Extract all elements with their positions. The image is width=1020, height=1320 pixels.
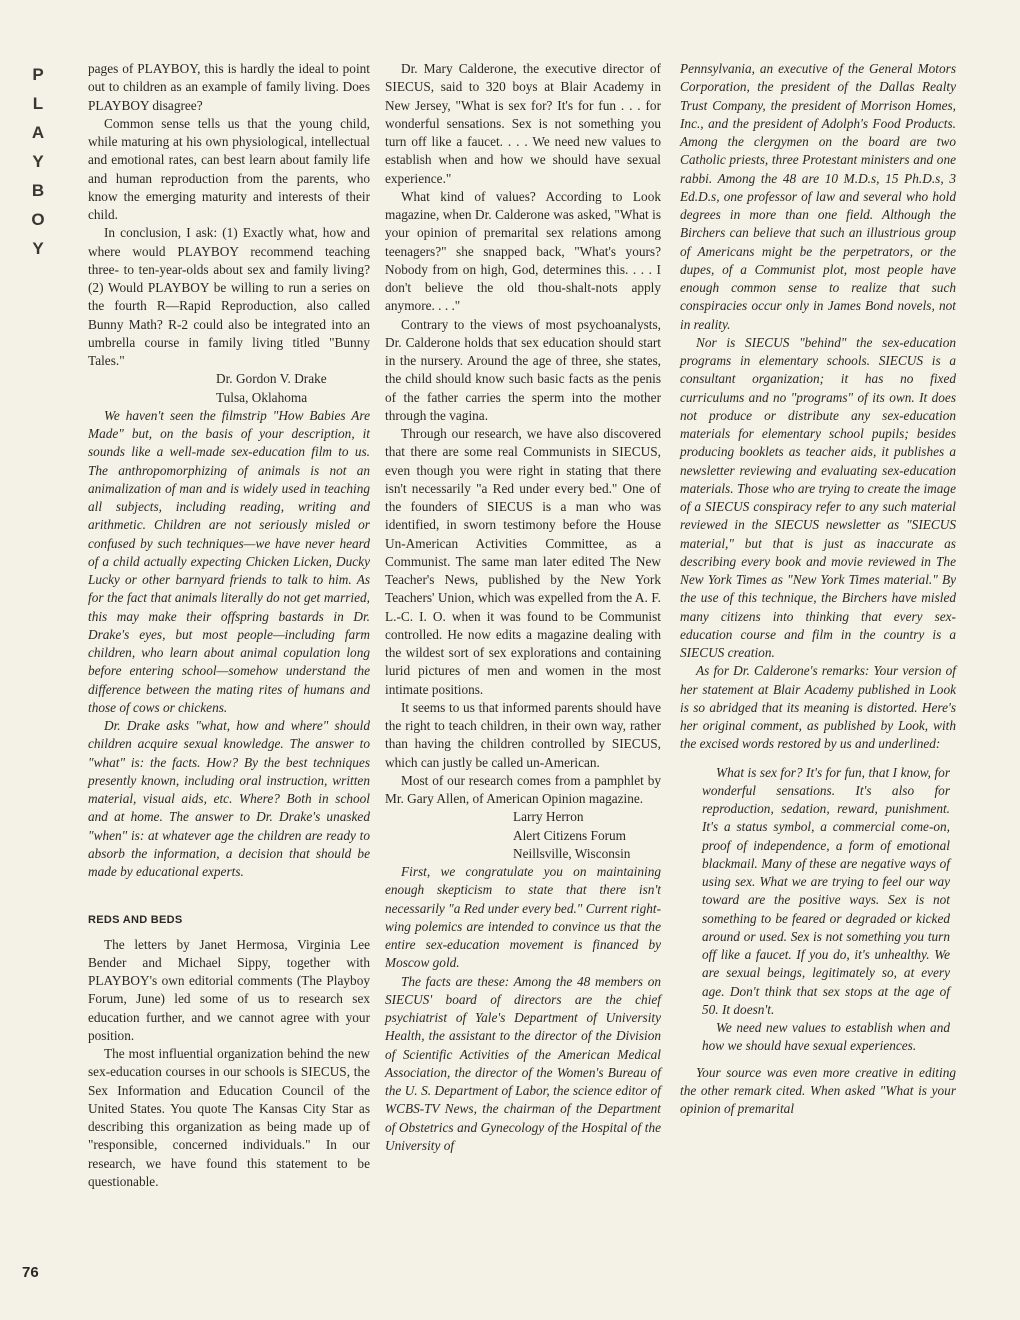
editor-reply: Dr. Drake asks "what, how and where" should children acquire sexual knowledge. The answer to "what" is: the facts. How? By the best techniques presently known, including oral instruction, written material, visual aids, etc. Where? Both in school and at home. The answer to Dr. Drake's unasked "when" is: at whatever age the children are ready to absorb the information, a decision that should be made by educational experts. [88,718,370,879]
masthead-letter: B [31,181,45,200]
signature-name: Dr. Gordon V. Drake [216,371,327,387]
editor-reply: The facts are these: Among the 48 members on SIECUS' board of directors are the chief psychiatrist of Yale's Department of University Health, the assistant to the director of the Division of Scientific Activities of the American Medical Association, the director of the Women's Bureau of the U. S. Department of Labor, the science editor of WCBS-TV News, the chairman of the Department of Obstetrics and Gynecology of the Hospital of the University of [385,973,661,1153]
signature-name: Larry Herron [513,809,584,825]
letter-paragraph: Through our research, we have also discovered that there are some real Communists in SIECUS, even though you were right in stating that there isn't necessarily "a Red under every bed." One of the founders of SIECUS is a man who was identified, in sworn testimony before the House Un-American Activities Committee, as a Communist. The same man later edited The New Teacher's News, published by the New York Teachers' Union, which was expelled from the A. F. L.-C. I. O. when it was found to be Communist controlled. He now edits a magazine dealing with the wildest sort of sex explorations and containing lurid pictures of men and women in the most intimate positions. [385,426,661,697]
editor-reply: We haven't seen the filmstrip "How Babies Are Made" but, on the basis of your description, it sounds like a well-made sex-education film to us. The anthropomorphizing of animals is not an animalization of man and is widely used in teaching all subjects, including reading, writing and arithmetic. Children are not seriously misled or confused by such techniques—we have never heard of a child actually expecting Chicken Licken, Ducky Lucky or other barnyard friends to talk to him. As for the fact that animals literally do not get married, this may make their offspring bastards in Dr. Drake's eyes, but most people—including farm children, who learn about animal copulation long before entering school—somehow understand the difference between the mating rites of humans and those of cows or chickens. [88,407,370,715]
editor-reply: As for Dr. Calderone's remarks: Your version of her statement at Blair Academy published in Look is so abridged that its meaning is distorted. Here's her original comment, as published by Look, with the excised words restored by us and underlined: [680,663,956,752]
masthead-letter: Y [32,152,44,171]
masthead-letter: O [31,210,45,229]
masthead-letter: A [31,123,45,142]
letter-paragraph: The letters by Janet Hermosa, Virginia Lee Bender and Michael Sippy, together with PLAYBOY's own editorial comments (The Playboy Forum, June) led some of us to research sex education further, and we cannot agree with your position. [88,936,370,1043]
column-3 [680,60,956,1118]
masthead-vertical [28,60,48,263]
letter-paragraph: Most of our research comes from a pamphlet by Mr. Gary Allen, of American Opinion magazine. [385,772,661,806]
block-quote [702,764,950,1056]
letter-paragraph: What kind of values? According to Look magazine, when Dr. Calderone was asked, "What is your opinion of premarital sex relations among teenagers?" she snapped back, "What's yours? Nobody from on high, God, determines this. . . . I don't believe the old thou-shalt-nots apply anymore. . . ." [385,188,661,314]
letter-paragraph: Dr. Mary Calderone, the executive director of SIECUS, said to 320 boys at Blair Academy in New Jersey, "What is sex for? It's for fun . . . for wonderful sensations. Sex is not something you turn off like a faucet. . . . We need new values to establish when and how we should have sexual experience." [385,61,661,186]
letter-signature [385,808,661,863]
letter-paragraph: Contrary to the views of most psychoanalysts, Dr. Calderone holds that sex education should start in the nursery. Around the age of three, she states, the child should know such basic facts as the penis of the father carries the sperm into the mother through the vagina. [385,316,661,423]
editor-reply: Nor is SIECUS "behind" the sex-education programs in elementary schools. SIECUS is a consultant organization; it has no fixed curriculums and no "programs" of its own. It does not produce or distribute any sex-education materials for elementary school pupils; besides producing booklets as teacher aids, it publishes a newsletter reviewing and evaluating sex-education materials. Those who are trying to create the image of a SIECUS conspiracy refer to any such material reviewed in the SIECUS newsletter as "SIECUS material," but that is just as inaccurate as describing every book and movie reviewed in The New York Times as "New York Times material." By the use of this technique, the Birchers have misled many citizens into thinking that every sex-education course and film in the country is a SIECUS creation. [680,334,956,660]
masthead-letter: L [32,94,44,113]
page-number: 76 [22,1264,39,1281]
letter-paragraph: In conclusion, I ask: (1) Exactly what, how and where would PLAYBOY recommend teaching three- to ten-year-olds about sex and family living? (2) Would PLAYBOY be willing to run a series on the fourth R—Rapid Reproduction, also called Bunny Math? R-2 could also be integrated into an umbrella course in family living titled "Bunny Tales." [88,225,370,368]
editor-reply: Your source was even more creative in editing the other remark cited. When asked "What is your opinion of premarital [680,1064,956,1116]
quote-paragraph: We need new values to establish when and how we should have sexual experiences. [702,1020,950,1054]
masthead-letter: Y [32,239,44,258]
letter-signature [88,370,370,407]
letter-paragraph: Common sense tells us that the young child, while maturing at his own physiological, intellectual and emotional rates, can best learn about family life and human reproduction from the parents, who know the emerging maturity and interests of their child. [88,115,370,222]
letter-paragraph: pages of PLAYBOY, this is hardly the ideal to point out to children as an example of family living. Does PLAYBOY disagree? [88,61,370,113]
letter-paragraph: It seems to us that informed parents should have the right to teach children, in their own way, rather than having the children controlled by SIECUS, which can justly be called un-American. [385,699,661,770]
signature-place: Tulsa, Oklahoma [216,389,308,405]
signature-place: Neillsville, Wisconsin [513,845,631,861]
editor-reply: Pennsylvania, an executive of the General Motors Corporation, the president of the Dallas Realty Trust Company, the president of Morrison Homes, Inc., and the president of Adolph's Food Products. Among the clergymen on the board are two Catholic priests, three Protestant ministers and one rabbi. Among the 48 are 10 M.D.s, 15 Ph.D.s, 3 Ed.D.s, one professor of law and several who hold degrees in more than one field. Although the Birchers can believe that such an illustrious group of Americans might be the perpetrators, or the dupes, of a Communist plot, most people have enough common sense to realize that such conspiracies occur only in James Bond novels, not in reality. [680,61,956,332]
letter-paragraph: The most influential organization behind the new sex-education courses in our schools is SIECUS, the Sex Information and Education Council of the United States. You quote The Kansas City Star as describing this organization as being made up of "responsible, concerned individuals." In our research, we have found this statement to be questionable. [88,1046,370,1189]
column-2 [385,60,661,1155]
signature-org: Alert Citizens Forum [513,827,627,843]
section-heading: REDS AND BEDS [88,914,183,927]
editor-reply: First, we congratulate you on maintaining enough skepticism to state that there isn't necessarily "a Red under every bed." Current right-wing polemics are intended to convince us that the entire sex-education movement is financed by Moscow gold. [385,864,661,971]
column-1 [88,60,370,1191]
masthead-letter: P [32,65,44,84]
quote-paragraph: What is sex for? It's for fun, that I know, for wonderful sensations. It's also for reproduction, sedation, reward, punishment. It's a status symbol, a commercial come-on, proof of independence, a form of emotional blackmail. Many of these are negative ways of using sex. What we are trying to feel our way toward are the positive ways. Sex is not something to be feared or degraded or kicked around or used. Sex is not something you turn off like a faucet. If you do, it's unhealthy. We are sexual beings, legitimately so, at every age. Don't think that sex stops at the age of 50. It doesn't. [702,764,950,1017]
